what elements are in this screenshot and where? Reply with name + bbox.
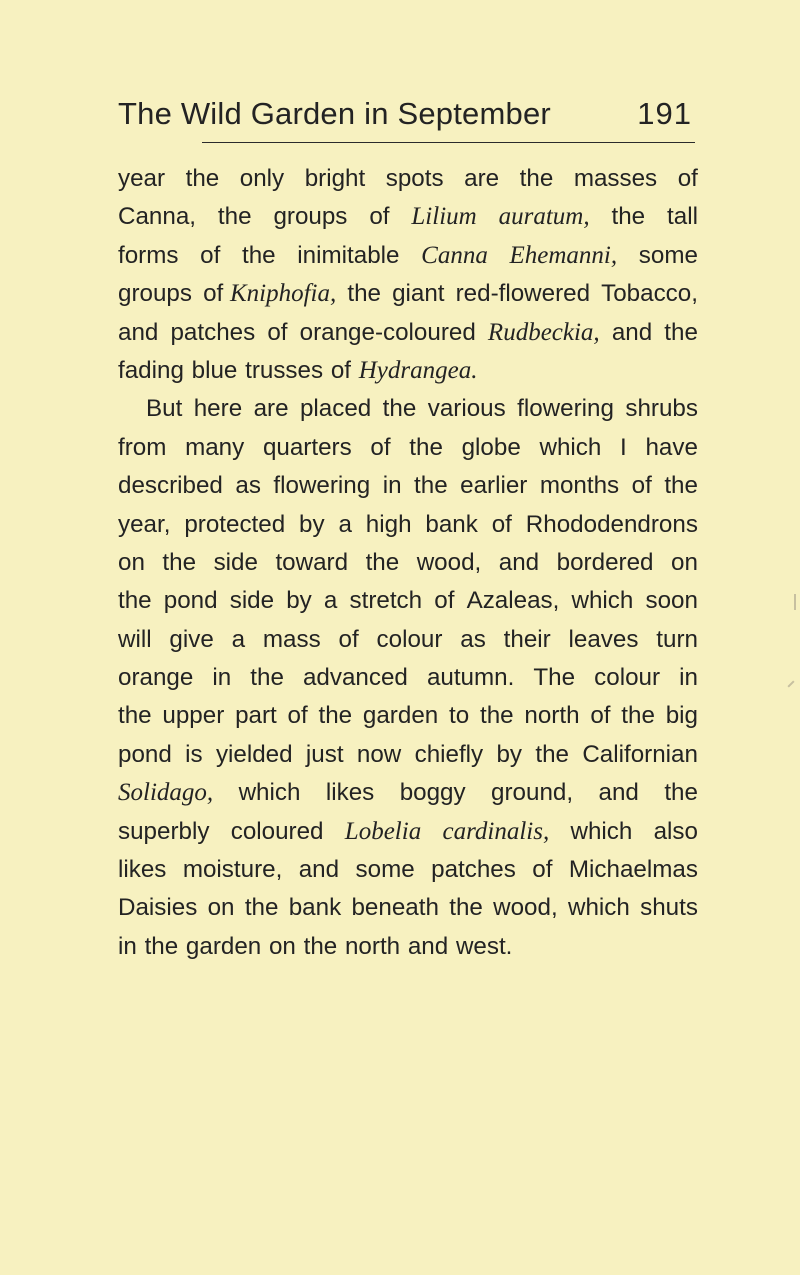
word: and	[498, 548, 540, 576]
word: which	[539, 433, 602, 461]
word: side	[213, 548, 258, 576]
word: some	[355, 856, 415, 884]
word: soon	[645, 587, 698, 615]
word: bank	[425, 510, 478, 538]
word: I	[620, 433, 627, 461]
text-line	[118, 736, 698, 774]
word: and	[298, 856, 340, 884]
word: Daisies	[118, 894, 198, 922]
italic-word: Canna	[421, 241, 488, 269]
text-line	[118, 582, 698, 620]
word: just	[305, 740, 344, 768]
word: the	[244, 894, 279, 922]
word: blue	[191, 356, 238, 384]
word: the	[185, 165, 220, 192]
word: flowering	[273, 472, 371, 500]
word: the	[347, 280, 381, 308]
header-rule	[202, 142, 695, 143]
word: year	[118, 165, 166, 192]
word: mass	[262, 625, 321, 653]
word: boggy	[399, 779, 466, 807]
word: quarters	[262, 433, 352, 461]
word: is	[185, 740, 203, 768]
word: of	[491, 510, 512, 538]
text-line	[118, 544, 698, 582]
word: the	[664, 779, 698, 807]
word: the	[611, 203, 646, 231]
word: and	[598, 779, 639, 807]
word: of	[369, 203, 390, 231]
word: the	[664, 318, 698, 346]
word: garden	[362, 702, 439, 730]
word: globe	[461, 433, 521, 461]
word: year,	[118, 510, 171, 538]
text-line	[118, 467, 698, 505]
text-line	[118, 851, 698, 889]
text-line	[118, 429, 698, 467]
word: a	[323, 587, 338, 615]
italic-word: Ehemanni,	[509, 241, 618, 269]
word: of	[203, 280, 224, 308]
word: of	[532, 856, 553, 884]
margin-mark	[794, 594, 796, 610]
word: have	[645, 433, 698, 461]
word: autumn.	[426, 664, 515, 692]
word: the	[217, 203, 252, 231]
word: advanced	[302, 664, 408, 692]
word: patches	[170, 318, 256, 346]
word: west.	[455, 932, 513, 960]
running-head	[118, 92, 700, 136]
word: of	[330, 356, 351, 384]
word: a	[231, 625, 246, 653]
word: now	[356, 740, 402, 768]
word: of	[338, 625, 359, 653]
word: the	[118, 587, 152, 615]
word: of	[200, 241, 221, 269]
word: forms	[118, 241, 179, 269]
text-line	[118, 160, 698, 198]
word: of	[370, 433, 391, 461]
word: the	[365, 548, 400, 576]
word: on	[268, 932, 296, 960]
word: colour	[376, 625, 443, 653]
word: described	[118, 472, 223, 500]
word: the	[144, 932, 179, 960]
running-title: The Wild Garden in September	[118, 96, 551, 131]
word: by	[299, 510, 325, 538]
word: orange	[118, 664, 194, 692]
word: on	[118, 548, 145, 576]
word: flowering	[517, 395, 614, 423]
text-line	[118, 889, 698, 927]
word: Californian	[582, 740, 698, 768]
text-line	[118, 198, 698, 236]
word: here	[193, 395, 243, 423]
word: of	[631, 472, 652, 500]
word: pond	[118, 740, 172, 768]
word: side	[229, 587, 275, 615]
word: turn	[656, 625, 698, 653]
word: and	[118, 318, 159, 346]
word: superbly	[118, 817, 210, 845]
word: protected	[184, 510, 286, 538]
word: the	[535, 740, 569, 768]
word: of	[267, 318, 288, 346]
italic-word: cardinalis,	[442, 817, 550, 845]
text-line	[118, 275, 698, 313]
word: wood,	[416, 548, 482, 576]
text-line	[118, 237, 698, 275]
word: leaves	[568, 625, 639, 653]
word: which	[567, 894, 630, 922]
word: the	[250, 664, 284, 692]
word: shrubs	[625, 395, 698, 423]
word: earlier	[460, 472, 528, 500]
word: of	[287, 702, 308, 730]
word: chiefly	[414, 740, 484, 768]
text-line	[118, 390, 698, 428]
text-line	[118, 813, 698, 851]
italic-word: Lilium	[411, 203, 477, 231]
word: are	[253, 395, 289, 423]
word: groups	[118, 280, 192, 308]
word: the	[414, 472, 448, 500]
word: Azaleas,	[466, 587, 560, 615]
word: of	[590, 702, 611, 730]
word: The	[533, 664, 576, 692]
word: high	[365, 510, 412, 538]
word: the	[664, 472, 698, 500]
word: the	[519, 165, 554, 192]
word: give	[169, 625, 214, 653]
word: which	[570, 817, 633, 845]
word: in	[212, 664, 232, 692]
italic-word: Kniphofia,	[229, 280, 337, 308]
word: part	[235, 702, 277, 730]
word: the	[621, 702, 655, 730]
word: and	[611, 318, 653, 346]
word: colour	[594, 664, 661, 692]
word: fading	[118, 356, 184, 384]
word: stretch	[349, 587, 423, 615]
word: also	[653, 817, 698, 845]
word: of	[677, 165, 698, 192]
text-line	[118, 314, 698, 352]
margin-mark	[787, 680, 794, 687]
word: spots	[385, 165, 444, 192]
word: But	[146, 395, 183, 423]
text-line	[118, 506, 698, 544]
word: bright	[304, 165, 366, 192]
word: masses	[573, 165, 658, 192]
text-line	[118, 697, 698, 735]
word: pond	[163, 587, 218, 615]
word: placed	[299, 395, 372, 423]
word: in	[118, 932, 137, 960]
word: yielded	[215, 740, 293, 768]
word: as	[460, 625, 486, 653]
word: the	[242, 241, 276, 269]
word: bordered	[556, 548, 654, 576]
page-number: 191	[637, 96, 692, 131]
italic-word: auratum,	[498, 203, 590, 231]
word: Michaelmas	[568, 856, 698, 884]
word: a	[338, 510, 352, 538]
text-line	[118, 621, 698, 659]
word: by	[496, 740, 523, 768]
word: north	[524, 702, 580, 730]
word: which	[571, 587, 634, 615]
word: from	[118, 433, 167, 461]
word: big	[665, 702, 698, 730]
word: the	[118, 702, 152, 730]
word: various	[427, 395, 506, 423]
word: Rhododendrons	[525, 510, 698, 538]
italic-word: Rudbeckia,	[487, 318, 600, 346]
word: and	[407, 932, 449, 960]
word: groups	[273, 203, 348, 231]
word: Canna,	[118, 203, 196, 231]
word: inimitable	[297, 241, 400, 269]
word: shuts	[640, 894, 698, 922]
italic-word: Hydrangea.	[358, 356, 478, 384]
word: ground,	[491, 779, 574, 807]
word: toward	[275, 548, 349, 576]
word: garden	[185, 932, 262, 960]
word: many	[185, 433, 245, 461]
word: only	[239, 165, 285, 192]
word: the	[382, 395, 417, 423]
word: the	[303, 932, 338, 960]
word: will	[118, 625, 152, 653]
word: in	[382, 472, 402, 500]
word: orange-coloured	[299, 318, 476, 346]
word: the	[162, 548, 197, 576]
word: red-flowered	[455, 280, 591, 308]
italic-word: Solidago,	[118, 779, 214, 807]
word: by	[286, 587, 312, 615]
word: bank	[288, 894, 342, 922]
word: likes	[325, 779, 375, 807]
word: Tobacco,	[601, 280, 698, 308]
word: on	[671, 548, 698, 576]
word: north	[344, 932, 401, 960]
word: coloured	[230, 817, 324, 845]
text-line	[118, 352, 698, 390]
word: in	[679, 664, 698, 692]
word: wood,	[493, 894, 558, 922]
word: trusses	[245, 356, 324, 384]
word: of	[434, 587, 455, 615]
word: the	[318, 702, 353, 730]
word: patches	[431, 856, 516, 884]
text-line	[118, 774, 698, 812]
word-group	[203, 275, 336, 313]
word: upper	[162, 702, 225, 730]
word: giant	[392, 280, 445, 308]
text-line	[118, 928, 698, 966]
word: which	[238, 779, 301, 807]
italic-word: Lobelia	[344, 817, 422, 845]
word: months	[539, 472, 620, 500]
word: to	[449, 702, 470, 730]
word: the	[449, 894, 483, 922]
word: on	[207, 894, 235, 922]
word: likes	[118, 856, 167, 884]
word: the	[409, 433, 443, 461]
word: are	[464, 165, 500, 192]
text-line	[118, 659, 698, 697]
word: as	[235, 472, 261, 500]
body-text	[118, 160, 698, 966]
word: their	[503, 625, 551, 653]
word: beneath	[351, 894, 439, 922]
word: moisture,	[182, 856, 283, 884]
word: some	[638, 241, 698, 269]
word: tall	[667, 203, 698, 231]
word: the	[479, 702, 514, 730]
